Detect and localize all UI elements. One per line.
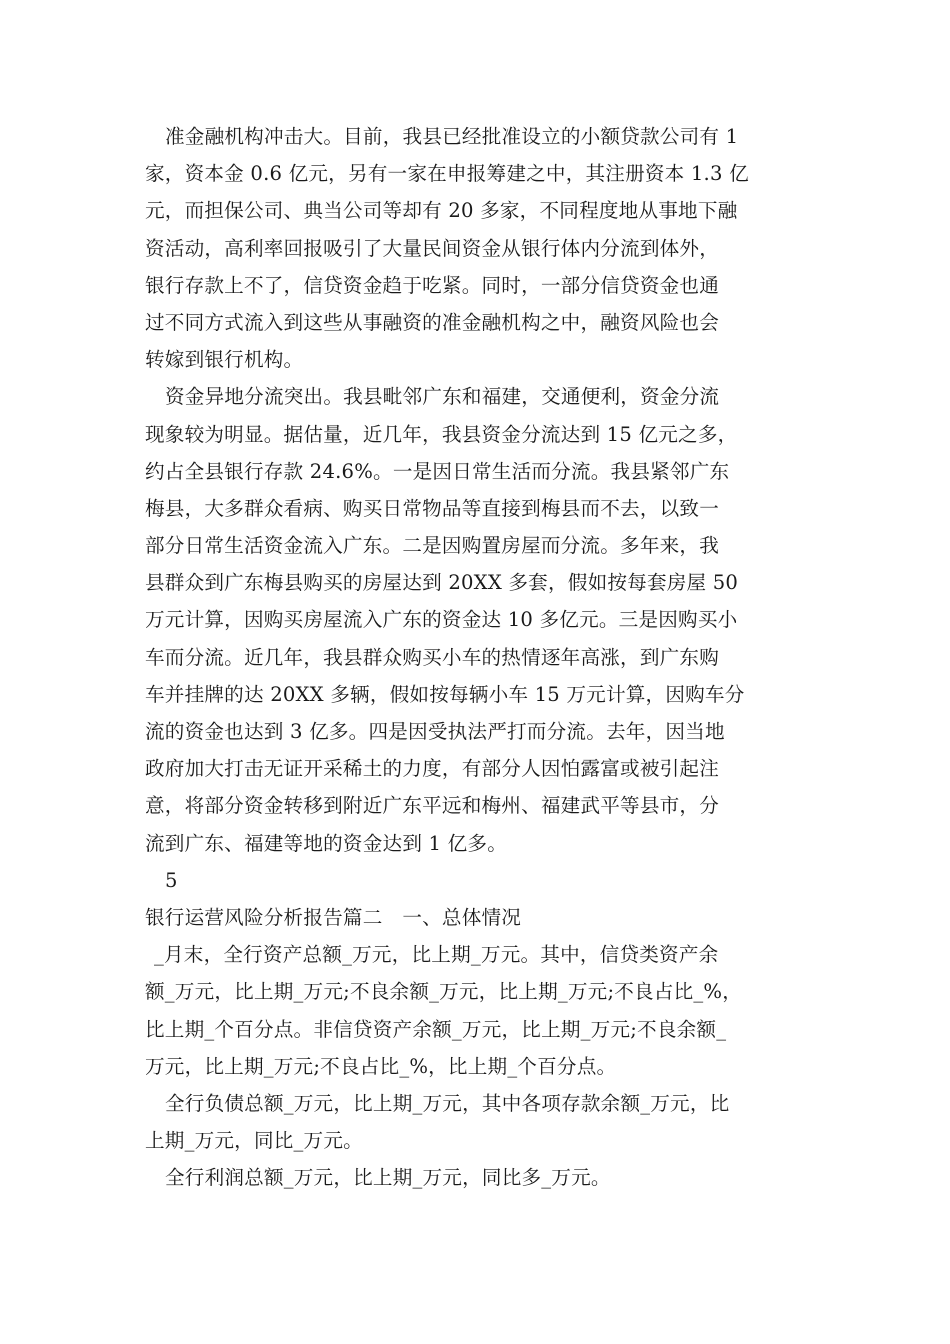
paragraph-line: 意，将部分资金转移到附近广东平远和梅州、福建武平等县市，分 [145, 794, 720, 818]
paragraph-line: _月末，全行资产总额_万元，比上期_万元。其中，信贷类资产余 [154, 943, 719, 967]
paragraph-line: 全行利润总额_万元，比上期_万元，同比多_万元。 [165, 1166, 611, 1190]
paragraph-line: 资金异地分流突出。我县毗邻广东和福建，交通便利，资金分流 [165, 385, 720, 409]
paragraph-line: 过不同方式流入到这些从事融资的准金融机构之中，融资风险也会 [145, 310, 720, 334]
paragraph-line: 转嫁到银行机构。 [145, 348, 304, 372]
paragraph-line: 部分日常生活资金流入广东。二是因购置房屋而分流。多年来，我 [145, 534, 720, 558]
paragraph-line: 现象较为明显。据估量，近几年，我县资金分流达到 15 亿元之多， [145, 422, 738, 446]
paragraph-line: 资活动，高利率回报吸引了大量民间资金从银行体内分流到体外， [145, 236, 720, 260]
paragraph-line: 万元，比上期_万元;不良占比_%，比上期_个百分点。 [145, 1054, 617, 1078]
paragraph-line: 约占全县银行存款 24.6%。一是因日常生活而分流。我县紧邻广东 [145, 459, 730, 483]
paragraph-line: 准金融机构冲击大。目前，我县已经批准设立的小额贷款公司有 1 [165, 125, 739, 148]
paragraph-line: 万元计算，因购买房屋流入广东的资金达 10 多亿元。三是因购买小 [145, 608, 738, 632]
paragraph-line: 银行存款上不了，信贷资金趋于吃紧。同时，一部分信贷资金也通 [145, 273, 720, 297]
document-body [145, 118, 810, 1196]
paragraph-line: 县群众到广东梅县购买的房屋达到 20XX 多套，假如按每套房屋 50 [145, 571, 739, 595]
paragraph-line: 流到广东、福建等地的资金达到 1 亿多。 [145, 831, 508, 855]
page-number: 5 [165, 868, 178, 892]
paragraph-line: 元，而担保公司、典当公司等却有 20 多家，不同程度地从事地下融 [145, 199, 738, 223]
paragraph-line: 政府加大打击无证开采稀土的力度，有部分人因怕露富或被引起注 [145, 757, 720, 781]
paragraph-line: 比上期_个百分点。非信贷资产余额_万元，比上期_万元;不良余额_ [145, 1017, 727, 1041]
paragraph-line: 车而分流。近几年，我县群众购买小车的热情逐年高涨，到广东购 [145, 645, 720, 669]
paragraph-line: 上期_万元，同比_万元。 [145, 1129, 363, 1153]
paragraph-line: 流的资金也达到 3 亿多。四是因受执法严打而分流。去年，因当地 [145, 720, 725, 743]
section-heading: 银行运营风险分析报告篇二 一、总体情况 [145, 905, 522, 929]
paragraph-line: 梅县，大多群众看病、购买日常物品等直接到梅县而不去，以致一 [145, 496, 720, 520]
paragraph-line: 家，资本金 0.6 亿元，另有一家在申报筹建之中，其注册资本 1.3 亿 [145, 162, 749, 186]
paragraph-line: 额_万元，比上期_万元;不良余额_万元，比上期_万元;不良占比_%， [145, 980, 743, 1004]
paragraph-line: 全行负债总额_万元，比上期_万元，其中各项存款余额_万元，比 [165, 1091, 730, 1115]
paragraph-line: 车并挂牌的达 20XX 多辆，假如按每辆小车 15 万元计算，因购车分 [145, 682, 745, 706]
